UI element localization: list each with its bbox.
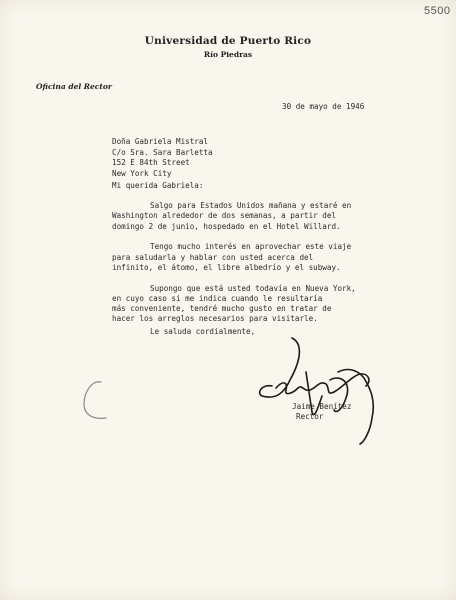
body-line: en cuyo caso si me indica cuando le resultaría xyxy=(112,294,323,303)
body-line: más conveniente, tendré mucho gusto en tratar de xyxy=(112,304,332,313)
archive-number: 5500 xyxy=(424,5,451,17)
body-line: hacer los arreglos necesarios para visitarle. xyxy=(112,314,318,323)
letterhead-city: Río Piedras xyxy=(203,50,253,59)
handwritten-signature xyxy=(260,338,374,444)
letter-date: 30 de mayo de 1946 xyxy=(282,102,365,111)
recipient-care-of: C/o Sra. Sara Barletta xyxy=(112,148,213,157)
office-label: Oficina del Rector xyxy=(36,82,112,91)
signer-title: Rector xyxy=(296,412,324,421)
body-line: domingo 2 de junio, hospedado en el Hotel Willard. xyxy=(112,222,341,231)
body-line: Tengo mucho interés en aprovechar este viaje xyxy=(150,242,352,251)
salutation: Mi querida Gabriela: xyxy=(112,181,204,190)
body-line: Supongo que está usted todavía en Nueva York, xyxy=(150,284,356,293)
body-line: para saludarla y hablar con usted acerca del xyxy=(112,253,314,262)
letterhead-institution: Universidad de Puerto Rico xyxy=(144,35,312,47)
pencil-margin-mark xyxy=(84,382,106,419)
body-line: infinito, el átomo, el libre albedrío y el subway. xyxy=(112,263,341,272)
recipient-street: 152 E 84th Street xyxy=(112,158,190,167)
closing: Le saluda cordialmente, xyxy=(150,327,256,336)
recipient-city: New York City xyxy=(112,169,172,178)
recipient-name: Doña Gabriela Mistral xyxy=(112,137,209,146)
body-line: Washington alrededor de dos semanas, a partir del xyxy=(112,211,337,220)
signer-name: Jaime Benítez xyxy=(292,402,352,411)
body-line: Salgo para Estados Unidos mañana y estaré en xyxy=(150,201,352,210)
